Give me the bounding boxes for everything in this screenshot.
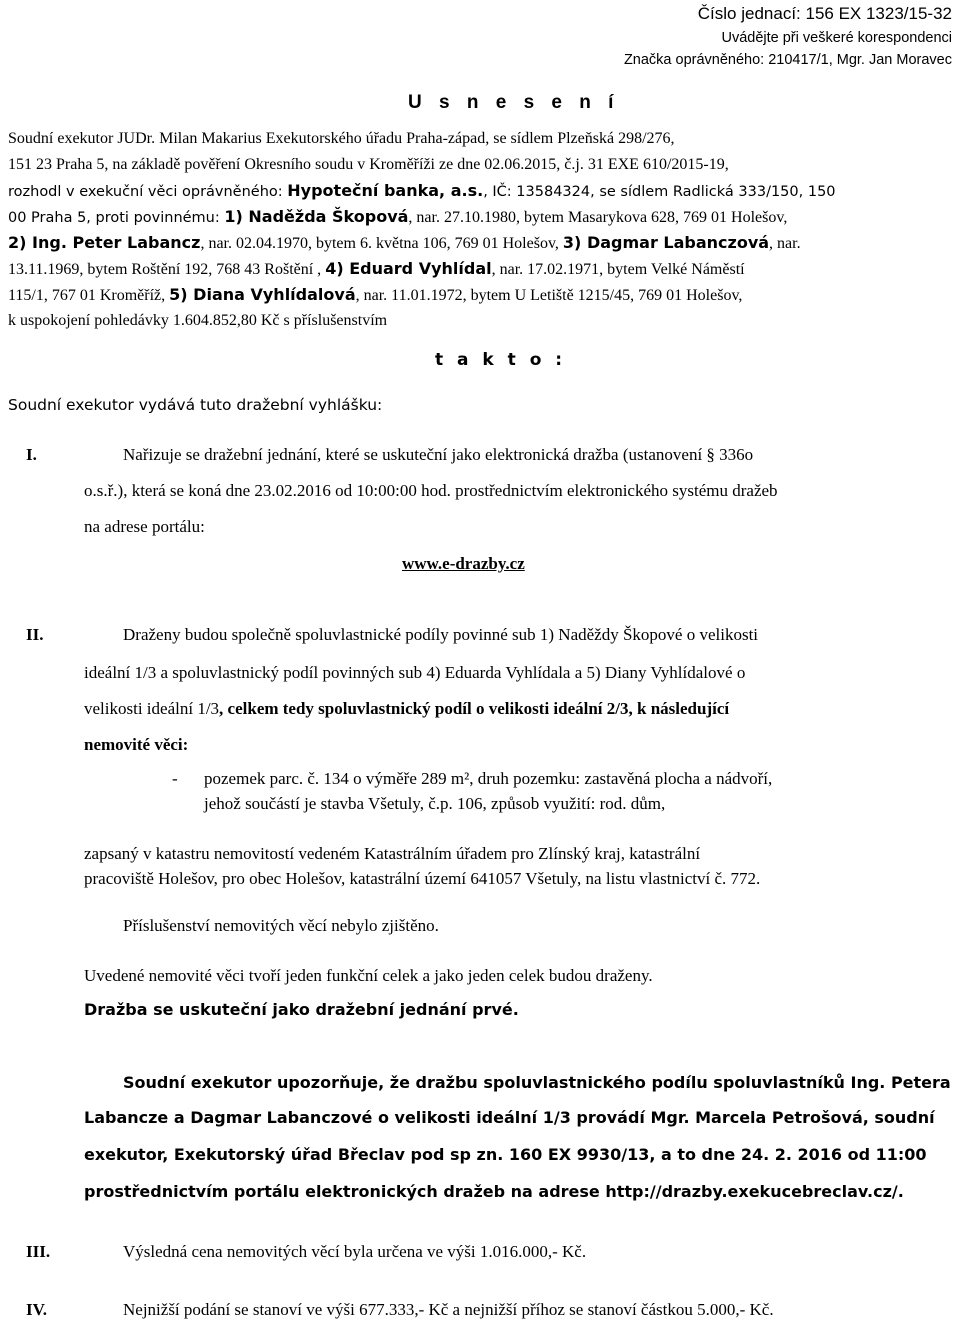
- intro-line: 151 23 Praha 5, na základě pověření Okresního soudu v Kroměříži ze dne 02.06.2015, č.j. 31 EXE 610/2015-19,: [8, 156, 729, 173]
- share-total: , celkem tedy spoluvlastnický podíl o velikosti ideální 2/3, k následující: [219, 699, 730, 718]
- intro-line: [8, 256, 745, 283]
- section-text: Nařizuje se dražební jednání, které se uskuteční jako elektronická dražba (ustanovení § 336o: [123, 445, 754, 464]
- debtor-name: 5) Diana Vyhlídalová: [169, 285, 356, 304]
- portal-link[interactable]: www.e-drazby.cz: [402, 554, 525, 573]
- section-text-part: velikosti ideální 1/3: [84, 699, 220, 718]
- intro-text: , nar. 27.10.1980, bytem Masarykova 628, 769 01 Holešov,: [408, 209, 788, 226]
- section-number: IV.: [26, 1300, 47, 1319]
- valuation-text: Výsledná cena nemovitých věcí byla určena ve výši 1.016.000,- Kč.: [123, 1242, 587, 1261]
- minimum-bid-text: Nejnižší podání se stanoví ve výši 677.333,- Kč a nejnižší příhoz se stanoví částkou 5.000,- Kč.: [123, 1300, 774, 1319]
- intro-text: , IČ: 13584324, se sídlem Radlická 333/150, 150: [483, 184, 836, 200]
- intro-text: 115/1, 767 01 Kroměříž,: [8, 287, 170, 304]
- intro-line: [8, 282, 742, 309]
- document-title: U s n e s e n í: [408, 92, 620, 113]
- case-number: Číslo jednací: 156 EX 1323/15-32: [697, 4, 952, 23]
- property-item: jehož součástí je stavba Všetuly, č.p. 106, způsob využití: rod. dům,: [204, 794, 666, 813]
- intro-text: 00 Praha 5, proti povinnému:: [8, 210, 225, 226]
- claimant-mark: Značka oprávněného: 210417/1, Mgr. Jan Moravec: [623, 52, 952, 68]
- section-number: I.: [26, 445, 37, 464]
- warning-line: Labancze a Dagmar Labanczové o velikosti ideální 1/3 provádí Mgr. Marcela Petrošová, soudní: [84, 1108, 935, 1127]
- section-text: ideální 1/3 a spoluvlastnický podíl povinných sub 4) Eduarda Vyhlídala a 5) Diany Vyhlídalové o: [84, 663, 746, 682]
- intro-line: [8, 230, 801, 257]
- intro-text: rozhodl v exekuční věci oprávněného:: [8, 184, 288, 200]
- intro-text: , nar.: [769, 235, 801, 252]
- intro-line: k uspokojení pohledávky 1.604.852,80 Kč s příslušenstvím: [8, 312, 388, 329]
- list-dash: -: [172, 769, 178, 788]
- section-number: II.: [26, 625, 44, 644]
- intro-line: [8, 204, 787, 231]
- section-text: [84, 699, 729, 719]
- intro-text: , nar. 02.04.1970, bytem 6. května 106, 769 01 Holešov,: [200, 235, 563, 252]
- section-text: o.s.ř.), která se koná dne 23.02.2016 od 10:00:00 hod. prostřednictvím elektronického systému dražeb: [84, 481, 778, 500]
- intro-text: , nar. 17.02.1971, bytem Velké Náměstí: [491, 261, 745, 278]
- intro-line: Soudní exekutor JUDr. Milan Makarius Exekutorského úřadu Praha-západ, se sídlem Plzeňská 298/276,: [8, 130, 675, 147]
- intro-text: , nar. 11.01.1972, bytem U Letiště 1215/45, 769 01 Holešov,: [355, 287, 743, 304]
- unit-note: Uvedené nemovité věci tvoří jeden funkční celek a jako jeden celek budou draženy.: [84, 966, 653, 985]
- registry-text: pracoviště Holešov, pro obec Holešov, katastrální území 641057 Všetuly, na listu vlastnictví č. 772.: [84, 869, 761, 888]
- intro-line: [8, 178, 836, 205]
- debtor-name: 3) Dagmar Labanczová: [562, 233, 770, 252]
- debtor-name: 1) Naděžda Škopová: [224, 207, 409, 226]
- accessories-note: Příslušenství nemovitých věcí nebylo zjištěno.: [123, 916, 439, 935]
- issues-statement: Soudní exekutor vydává tuto dražební vyhlášku:: [8, 396, 383, 414]
- claimant-name: Hypoteční banka, a.s.: [287, 181, 484, 200]
- section-text: Draženy budou společně spoluvlastnické podíly povinné sub 1) Naděždy Škopové o velikosti: [123, 625, 759, 644]
- section-text: na adrese portálu:: [84, 517, 205, 536]
- intro-text: 13.11.1969, bytem Roštění 192, 768 43 Roštění ,: [8, 261, 326, 278]
- section-number: III.: [26, 1242, 51, 1261]
- section-text: nemovité věci:: [84, 735, 189, 754]
- correspondence-note: Uvádějte při veškeré korespondenci: [721, 30, 952, 46]
- takto-heading: t a k t o :: [435, 350, 567, 370]
- debtor-name: 4) Eduard Vyhlídal: [325, 259, 492, 278]
- warning-line: exekutor, Exekutorský úřad Břeclav pod sp zn. 160 EX 9930/13, a to dne 24. 2. 2016 od 11:00: [84, 1145, 927, 1164]
- property-item: pozemek parc. č. 134 o výměře 289 m², druh pozemku: zastavěná plocha a nádvoří,: [204, 769, 773, 788]
- warning-line: prostřednictvím portálu elektronických dražeb na adrese http://drazby.exekucebreclav.cz/.: [84, 1182, 904, 1201]
- first-auction-note: Dražba se uskuteční jako dražební jednání prvé.: [84, 1000, 519, 1019]
- warning-line: Soudní exekutor upozorňuje, že dražbu spoluvlastnického podílu spoluvlastníků Ing. Petera: [123, 1073, 951, 1092]
- registry-text: zapsaný v katastru nemovitostí vedeném Katastrálním úřadem pro Zlínský kraj, katastrální: [84, 844, 701, 863]
- debtor-name: 2) Ing. Peter Labancz: [8, 233, 201, 252]
